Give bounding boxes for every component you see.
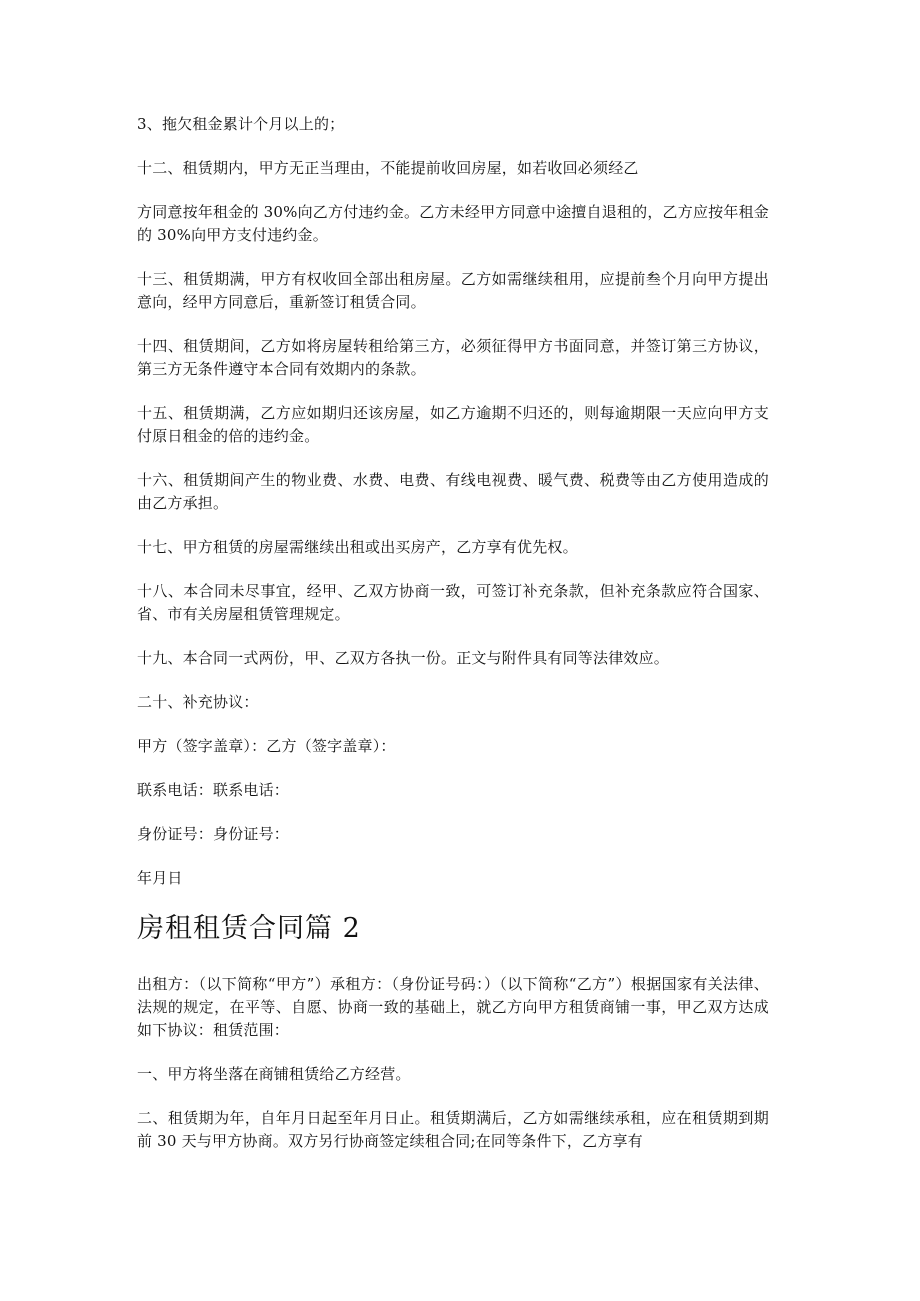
id-number-line: 身份证号：身份证号： — [137, 825, 290, 843]
clause-14: 十四、租赁期间，乙方如将房屋转租给第三方，必须征得甲方书面同意，并签订第三方协议，第三方无条件遵守本合同有效期内的条款。 — [137, 337, 769, 378]
document-page — [137, 113, 769, 1174]
clause-16: 十六、租赁期间产生的物业费、水费、电费、有线电视费、暖气费、税费等由乙方使用造成的由乙方承担。 — [137, 471, 769, 512]
clause-13: 十三、租赁期满，甲方有权收回全部出租房屋。乙方如需继续租用，应提前叁个月向甲方提出意向，经甲方同意后，重新签订租赁合同。 — [137, 270, 769, 311]
clause-20: 二十、补充协议： — [137, 693, 259, 711]
clause-2-2: 二、租赁期为年，自年月日起至年月日止。租赁期满后，乙方如需继续承租，应在租赁期到期前 30 天与甲方协商。双方另行协商签定续租合同;在同等条件下，乙方享有 — [137, 1109, 769, 1150]
clause-2-1: 一、甲方将坐落在商铺租赁给乙方经营。 — [137, 1065, 411, 1083]
clause-18: 十八、本合同未尽事宜，经甲、乙双方协商一致，可签订补充条款，但补充条款应符合国家、省、市有关房屋租赁管理规定。 — [137, 582, 769, 623]
clause-arrears: 3、拖欠租金累计个月以上的； — [137, 115, 345, 133]
clause-17: 十七、甲方租赁的房屋需继续出租或出买房产，乙方享有优先权。 — [137, 538, 578, 556]
clause-12-line2: 方同意按年租金的 30%向乙方付违约金。乙方未经甲方同意中途擅自退租的，乙方应按年租金的 30%向甲方支付违约金。 — [137, 203, 769, 244]
contract-intro: 出租方：（以下简称“甲方”）承租方：（身份证号码：）（以下简称“乙方”）根据国家有关法律、法规的规定，在平等、自愿、协商一致的基础上，就乙方向甲方租赁商铺一事，甲乙双方达成如下协议：租赁范围： — [137, 975, 769, 1039]
clause-15: 十五、租赁期满，乙方应如期归还该房屋，如乙方逾期不归还的，则每逾期限一天应向甲方支付原日租金的倍的违约金。 — [137, 404, 769, 445]
signature-line: 甲方（签字盖章）：乙方（签字盖章）： — [137, 737, 396, 755]
clause-12-line1: 十二、租赁期内，甲方无正当理由，不能提前收回房屋，如若收回必须经乙 — [137, 159, 639, 177]
clause-19: 十九、本合同一式两份，甲、乙双方各执一份。正文与附件具有同等法律效应。 — [137, 649, 670, 667]
section-title: 房租租赁合同篇 2 — [137, 913, 361, 944]
phone-line: 联系电话：联系电话： — [137, 781, 290, 799]
date-line: 年月日 — [137, 869, 183, 887]
